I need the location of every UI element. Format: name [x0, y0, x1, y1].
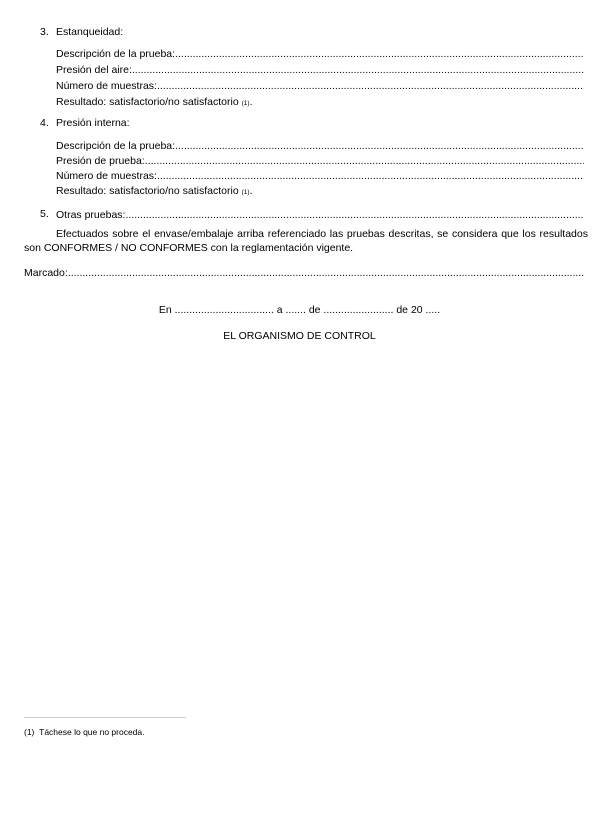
conclusion-paragraph: Efectuados sobre el envase/embalaje arriba referenciado las pruebas descritas, se considera que los resultados son CONFORMES / NO CONFORMES con la reglamentación vigente. — [24, 228, 588, 254]
field-label: Descripción de la prueba: — [56, 140, 176, 152]
footnote-text: Táchese lo que no proceda. — [39, 727, 145, 737]
field-label: Número de muestras: — [56, 170, 157, 182]
section-3-field-samples — [56, 79, 584, 93]
dotted-leader — [157, 169, 584, 183]
field-label: Número de muestras: — [56, 80, 157, 92]
dotted-leader — [157, 79, 584, 93]
field-label: Presión de prueba: — [56, 155, 145, 167]
section-4-field-description — [56, 139, 584, 153]
dotted-leader — [68, 266, 584, 280]
dotted-leader — [132, 63, 584, 77]
dotted-leader — [175, 139, 584, 153]
dotted-leader — [145, 154, 584, 168]
marcado-field — [24, 266, 584, 280]
signature-title: EL ORGANISMO DE CONTROL — [223, 330, 376, 342]
section-3-heading: Estanqueidad: — [56, 26, 124, 38]
section-4-result: Resultado: satisfactorio/no satisfactorio (1) . — [56, 185, 253, 197]
result-end: . — [249, 185, 253, 197]
field-label: Otras pruebas: — [56, 209, 126, 221]
result-label: Resultado: satisfactorio/no satisfactorio — [56, 185, 239, 197]
section-3-number: 3. — [40, 26, 49, 38]
section-4-heading: Presión interna: — [56, 117, 130, 129]
footnote-marker: (1) — [24, 727, 35, 737]
place-date-line: En .................................. a ....... de ........................ de 20 ..... — [158, 304, 441, 316]
section-4-field-samples — [56, 169, 584, 183]
dotted-leader — [125, 208, 584, 222]
dotted-leader — [175, 47, 584, 61]
footnote-separator — [24, 717, 186, 718]
result-end: . — [249, 96, 253, 108]
field-label: Marcado: — [24, 267, 68, 279]
section-3-field-description — [56, 47, 584, 61]
footnote — [24, 727, 145, 737]
section-3-result: Resultado: satisfactorio/no satisfactorio (1) . — [56, 96, 253, 108]
result-label: Resultado: satisfactorio/no satisfactorio — [56, 96, 239, 108]
section-3-field-air-pressure — [56, 63, 584, 77]
section-4-field-test-pressure — [56, 154, 584, 168]
section-4-number: 4. — [40, 117, 49, 129]
field-label: Descripción de la prueba: — [56, 48, 176, 60]
section-5-field-other-tests — [56, 208, 584, 222]
section-5-number: 5. — [40, 208, 49, 220]
field-label: Presión del aire: — [56, 64, 132, 76]
